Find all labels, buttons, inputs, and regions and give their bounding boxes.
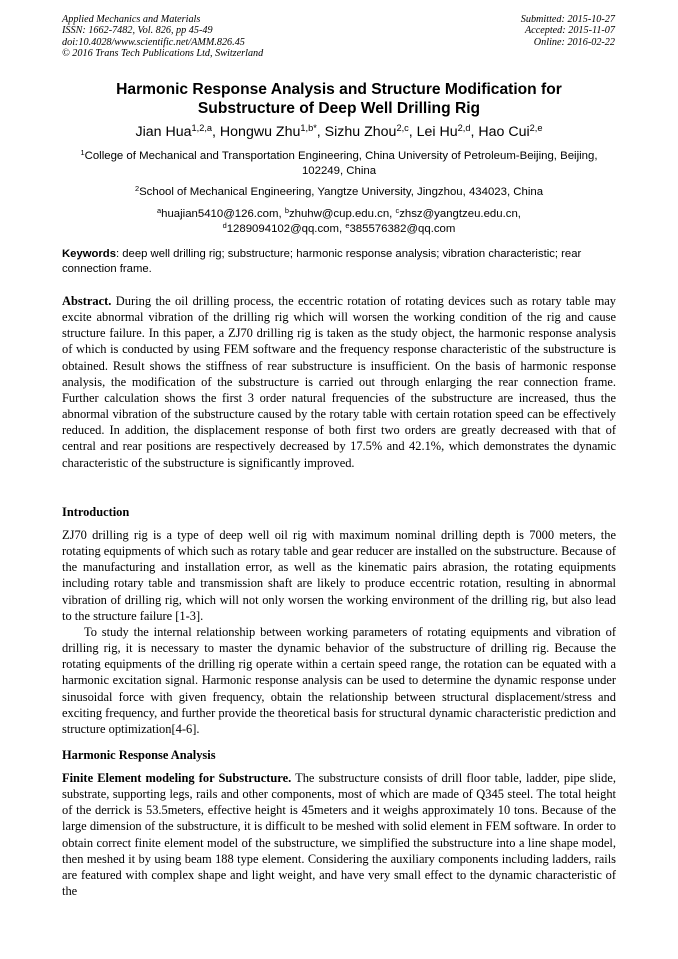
affiliation-2 <box>62 185 616 200</box>
author-name: Lei Hu <box>416 124 458 140</box>
journal-info <box>62 14 263 59</box>
affiliation-sup: 1 <box>80 147 85 157</box>
issn-line: ISSN: 1662-7482, Vol. 826, pp 45-49 <box>62 25 213 37</box>
author-name: Sizhu Zhou <box>324 124 397 140</box>
affiliation-1 <box>62 149 616 179</box>
subsection-lead: Finite Element modeling for Substructure. <box>62 771 292 785</box>
email-line-2: $^d$1289094102@qq.com, $^e$385576382@qq.com <box>222 220 456 235</box>
email-sup: e <box>345 220 350 230</box>
introduction-paragraph-1: ZJ70 drilling rig is a type of deep well oil rig with maximum nominal drilling depth is 7000 meters, the rotating equipments of which such as rotary table and gear reducer are installed on the substructure. Because of the manufacturing and installation error, as well as the kinematic pairs abrasion, the rotating equipments including rotary table and transmission shaft are likely to produce eccentric rotation, resulting in abnormal vibration of drilling rig, which will not only worsen the working environment of the drilling rig, but also lead to the structure failure [1-3]. <box>62 528 616 623</box>
author-sup: 1,b* <box>300 122 317 133</box>
abstract-label: Abstract. <box>62 294 112 308</box>
affiliation-text: School of Mechanical Engineering, Yangtze University, Jingzhou, 434023, China <box>139 186 544 198</box>
email-link[interactable]: zhuhw@cup.edu.cn <box>288 208 390 220</box>
abstract <box>62 293 616 471</box>
dates-info <box>521 14 615 48</box>
keywords-label: Keywords <box>62 248 116 260</box>
doi-line: doi:10.4028/www.scientific.net/AMM.826.45 <box>62 36 245 48</box>
author-sup: 2,e <box>529 122 543 133</box>
email-sup: c <box>395 205 400 215</box>
section-heading-introduction: Introduction <box>62 505 130 519</box>
accepted-date: Accepted: 2015-11-07 <box>524 25 615 37</box>
title-line-1: Harmonic Response Analysis and Structure Modification for <box>116 81 562 98</box>
copyright-line: © 2016 Trans Tech Publications Ltd, Switzerland <box>62 47 264 59</box>
email-line-1: $^a$huajian5410@126.com, $^b$zhuhw@cup.edu.cn, $^c$zhsz@yangtzeu.edu.cn, <box>157 205 521 220</box>
author-sup: 1,2,a <box>191 122 213 133</box>
harmonic-paragraph-text: The substructure consists of drill floor table, ladder, pipe slide, substrate, supporting legs, rails and other components, most of which are made of Q345 steel. The total height of the derrick is 53.5meters, effective height is 45meters and it weighs approximately 10 tons. Because of the large dimension of the substructure, it is difficult to be meshed with solid element in FEM software. In order to obtain correct finite element model of the substructure, we simplified the substructure into a line shape model, then meshed it by using beam 188 type element. Considering the auxiliary components including ladders, rails are featured with complex shape and light weight, and have very small effect to the dynamic characteristic of the <box>62 771 616 899</box>
email-list <box>62 207 616 237</box>
submitted-date: Submitted: 2015-10-27 <box>520 14 615 25</box>
email-link[interactable]: 1289094102@qq.com <box>226 223 339 235</box>
harmonic-paragraph-1 <box>62 770 616 899</box>
author-sup: 2,d <box>457 122 471 133</box>
email-link[interactable]: 385576382@qq.com <box>349 223 456 235</box>
author-name: Hao Cui <box>478 124 530 140</box>
title-line-2: Substructure of Deep Well Drilling Rig <box>197 100 481 117</box>
journal-name: Applied Mechanics and Materials <box>62 14 201 25</box>
affiliation-text: College of Mechanical and Transportation Engineering, China University of Petroleum-Beijing, Beijing, 102249, China <box>84 150 598 177</box>
author-name: Jian Hua <box>135 124 192 140</box>
email-sup: d <box>222 220 227 230</box>
author-sup: 2,c <box>396 122 409 133</box>
keywords-text: : deep well drilling rig; substructure; harmonic response analysis; vibration characteristic; rear connection frame. <box>62 248 582 275</box>
introduction-paragraph-2: To study the internal relationship between working parameters of rotating equipments and vibration of drilling rig, it is necessary to master the dynamic behavior of the substructure of drilling rig. Because the rotating equipments of the drilling rig operate within a certain speed range, the rotation can be equated with a harmonic excitation signal. Harmonic response analysis can be used to determine the dynamic response under sinusoidal force with given frequency, obtain the relationship between structural displacement/stress and exciting frequency, and further provide the theoretical basis for structural dynamic characteristic prediction and structure optimization[4-6]. <box>62 625 616 736</box>
keywords <box>62 247 616 276</box>
affiliation-sup: 2 <box>134 183 140 193</box>
author-list: Jian Hua$^{1,2,a}$, Hongwu Zhu$^{1,b*}$, Sizhu Zhou$^{2,c}$, Lei Hu$^{2,d}$, Hao Cui$^{2,e}$ <box>135 122 543 140</box>
author-name: Hongwu Zhu <box>219 124 301 140</box>
email-link[interactable]: zhsz@yangtzeu.edu.cn <box>399 208 518 220</box>
email-sup: a <box>157 205 162 215</box>
email-link[interactable]: huajian5410@126.com <box>161 208 279 220</box>
email-sup: b <box>284 205 289 215</box>
online-date: Online: 2016-02-22 <box>533 36 615 48</box>
abstract-text: During the oil drilling process, the eccentric rotation of rotating devices such as rotary table may excite abnormal vibration of the drilling rig which will worsen the working condition of the rig and cause structure failure. In this paper, a ZJ70 drilling rig is taken as the study object, the harmonic response analysis of which is conducted by using FEM software and the frequency response characteristic of the substructure is obtained. Result shows the stiffness of rear substructure is insufficient. On the basis of harmonic response analysis, the modification of the substructure is carried out through enlarging the rear connection frame. Further calculation shows the first 3 order natural frequencies of the substructure are increased, thus the abnormal vibration of the substructure caused by the rotary table with certain rotation speed can be effectively reduced. In addition, the displacement response of both first two orders are greatly decreased with that of central and rear positions are respectively decreased by 17.5% and 42.1%, which demonstrates the dynamic characteristic of the substructure is significantly improved. <box>62 294 616 470</box>
paper-title <box>62 80 616 118</box>
section-heading-harmonic-response: Harmonic Response Analysis <box>62 748 216 762</box>
